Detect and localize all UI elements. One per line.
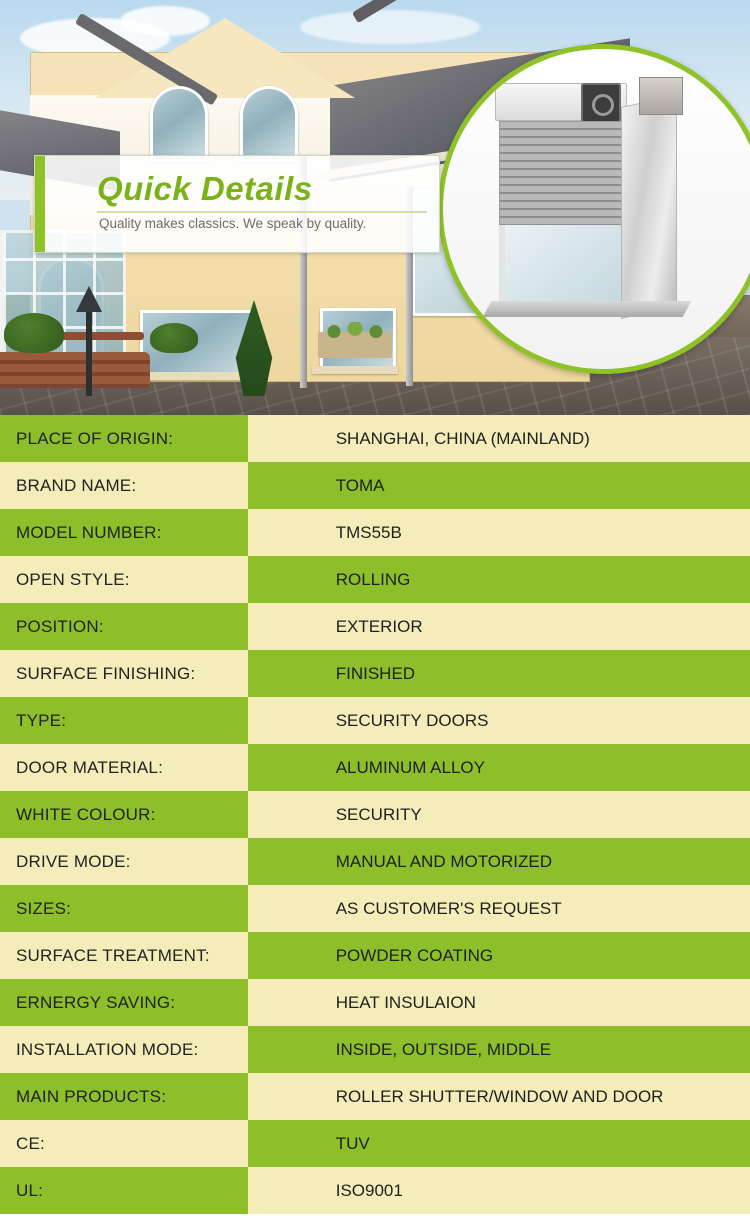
table-row xyxy=(0,1120,750,1167)
profile-sample xyxy=(639,77,683,115)
shutter-motor xyxy=(581,83,621,123)
profile-base xyxy=(483,301,692,317)
spec-value: ROLLING xyxy=(248,556,750,603)
spec-value: INSIDE, OUTSIDE, MIDDLE xyxy=(248,1026,750,1073)
spec-value: HEAT INSULAION xyxy=(248,979,750,1026)
spec-label: SIZES: xyxy=(0,885,248,932)
spec-value: TUV xyxy=(248,1120,750,1167)
table-row xyxy=(0,1167,750,1214)
table-row xyxy=(0,744,750,791)
spec-label: DOOR MATERIAL: xyxy=(0,744,248,791)
spec-label: CE: xyxy=(0,1120,248,1167)
table-row xyxy=(0,462,750,509)
table-row xyxy=(0,791,750,838)
spec-label: TYPE: xyxy=(0,697,248,744)
banner-title: Quick Details xyxy=(97,170,313,207)
window-sill xyxy=(312,366,398,374)
spec-value: TOMA xyxy=(248,462,750,509)
shrub xyxy=(4,313,64,353)
spec-value: SHANGHAI, CHINA (MAINLAND) xyxy=(248,415,750,462)
spec-value: POWDER COATING xyxy=(248,932,750,979)
table-row xyxy=(0,885,750,932)
table-row xyxy=(0,979,750,1026)
spec-value: EXTERIOR xyxy=(248,603,750,650)
spec-label: WHITE COLOUR: xyxy=(0,791,248,838)
spec-label: ERNERGY SAVING: xyxy=(0,979,248,1026)
spec-value: TMS55B xyxy=(248,509,750,556)
spec-value: MANUAL AND MOTORIZED xyxy=(248,838,750,885)
spec-value: ROLLER SHUTTER/WINDOW AND DOOR xyxy=(248,1073,750,1120)
table-row xyxy=(0,1073,750,1120)
lamp-post xyxy=(86,300,92,396)
table-row xyxy=(0,509,750,556)
spec-label: INSTALLATION MODE: xyxy=(0,1026,248,1073)
table-row xyxy=(0,603,750,650)
banner-accent-bar xyxy=(35,156,45,252)
spec-label: POSITION: xyxy=(0,603,248,650)
banner-divider xyxy=(97,211,427,213)
table-row xyxy=(0,415,750,462)
table-row xyxy=(0,1026,750,1073)
table-row xyxy=(0,697,750,744)
spec-value: FINISHED xyxy=(248,650,750,697)
spec-value: ALUMINUM ALLOY xyxy=(248,744,750,791)
spec-label: SURFACE FINISHING: xyxy=(0,650,248,697)
table-row xyxy=(0,838,750,885)
spec-label: PLACE OF ORIGIN: xyxy=(0,415,248,462)
spec-label: UL: xyxy=(0,1167,248,1214)
flower-box xyxy=(318,332,392,358)
aluminium-profile xyxy=(621,95,677,319)
quick-details-banner xyxy=(34,155,440,253)
shutter-curtain xyxy=(499,121,623,227)
table-row xyxy=(0,932,750,979)
spec-label: BRAND NAME: xyxy=(0,462,248,509)
hero-image xyxy=(0,0,750,415)
shrub xyxy=(150,323,198,353)
banner-subtitle: Quality makes classics. We speak by quality. xyxy=(99,216,367,231)
window xyxy=(150,86,208,162)
spec-label: SURFACE TREATMENT: xyxy=(0,932,248,979)
spec-value: SECURITY xyxy=(248,791,750,838)
specifications-body xyxy=(0,415,750,1214)
specifications-table xyxy=(0,415,750,1214)
entry-steps xyxy=(0,352,150,388)
spec-value: ISO9001 xyxy=(248,1167,750,1214)
table-row xyxy=(0,650,750,697)
product-inset-circle xyxy=(438,44,750,374)
spec-label: DRIVE MODE: xyxy=(0,838,248,885)
window xyxy=(240,86,298,162)
table-row xyxy=(0,556,750,603)
spec-label: MODEL NUMBER: xyxy=(0,509,248,556)
spec-value: SECURITY DOORS xyxy=(248,697,750,744)
spec-label: OPEN STYLE: xyxy=(0,556,248,603)
spec-label: MAIN PRODUCTS: xyxy=(0,1073,248,1120)
spec-value: AS CUSTOMER'S REQUEST xyxy=(248,885,750,932)
